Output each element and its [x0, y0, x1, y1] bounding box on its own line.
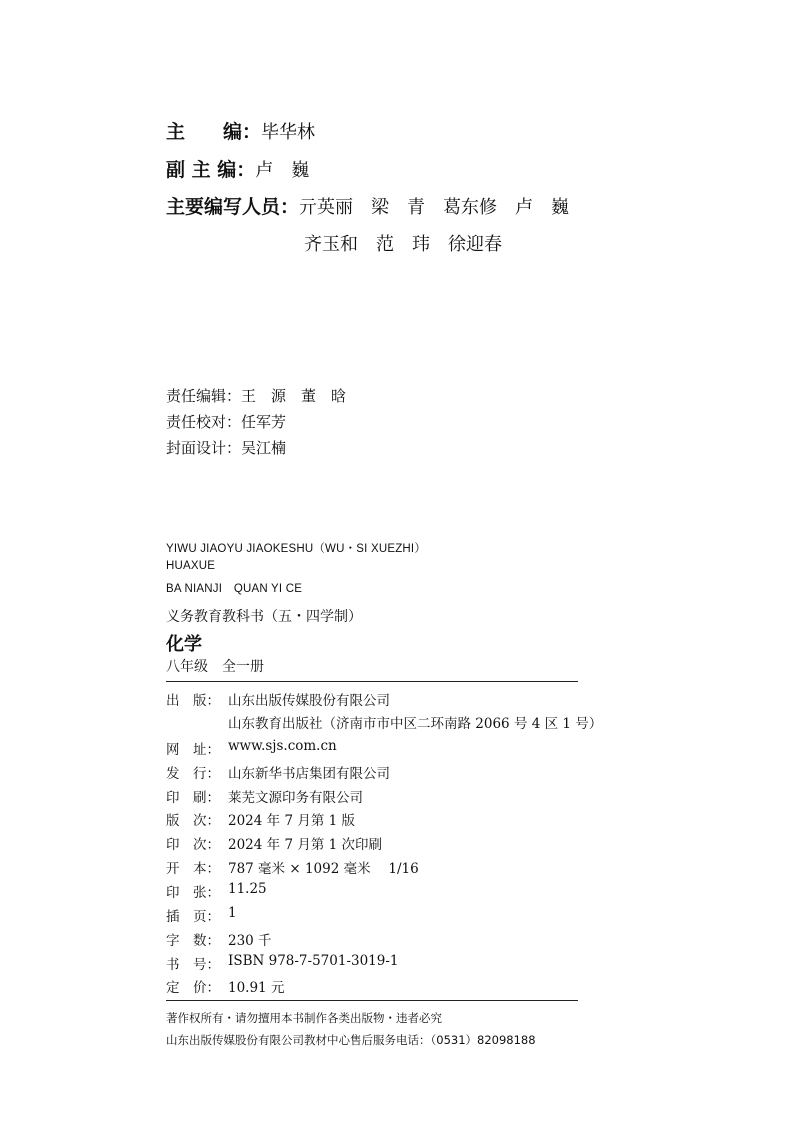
chief-editor-label: 主 编： — [166, 121, 262, 143]
info-key: 版 次： — [166, 813, 220, 829]
info-key: 网 址： — [166, 742, 220, 758]
info-key: 插 页： — [166, 909, 220, 925]
responsible-editing: 责任编辑：王 源 董 晗 — [166, 387, 347, 405]
info-row — [166, 689, 390, 709]
divider-bottom — [166, 1000, 578, 1001]
info-row — [166, 953, 399, 973]
info-key: 印 张： — [166, 885, 220, 901]
writers-row — [166, 192, 569, 219]
info-row — [166, 857, 419, 877]
info-value: 莱芜文源印务有限公司 — [228, 790, 363, 806]
info-key: 字 数： — [166, 933, 220, 949]
subject-title: 化学 — [166, 634, 202, 655]
info-value: 1 — [228, 905, 237, 921]
info-row — [166, 762, 390, 782]
series-title: 义务教育教科书（五・四学制） — [166, 609, 362, 625]
pinyin-subject: HUAXUE — [166, 560, 216, 572]
deputy-editor-row — [166, 155, 309, 182]
info-value: 787 毫米 × 1092 毫米 1/16 — [228, 861, 419, 877]
info-row — [166, 833, 382, 853]
chief-editor-names: 毕华林 — [261, 122, 316, 143]
grade-volume: 八年级 全一册 — [166, 659, 264, 675]
deputy-editor-names: 卢 巍 — [255, 160, 310, 181]
info-row — [166, 929, 272, 949]
info-row — [166, 905, 237, 925]
info-key: 定 价： — [166, 980, 220, 996]
divider-top — [166, 681, 578, 682]
chief-editor-row — [166, 117, 315, 144]
pinyin-grade: BA NIANJI QUAN YI CE — [166, 583, 303, 595]
info-key: 发 行： — [166, 766, 220, 782]
pinyin-series: YIWU JIAOYU JIAOKESHU（WU・SI XUEZHI） — [166, 543, 427, 555]
info-key: 印 次： — [166, 837, 220, 853]
service-phone: 山东出版传媒股份有限公司教材中心售后服务电话：（0531）82098188 — [166, 1033, 536, 1047]
info-row — [166, 786, 363, 806]
writers-names-line2: 齐玉和 范 玮 徐迎春 — [304, 234, 502, 255]
info-value: 山东出版传媒股份有限公司 — [228, 693, 390, 709]
info-key: 出 版： — [166, 693, 220, 709]
info-row — [166, 881, 267, 901]
info-row — [166, 712, 602, 732]
responsible-proofing: 责任校对：任军芳 — [166, 413, 287, 431]
info-key: 印 刷： — [166, 790, 220, 806]
info-value: 山东教育出版社（济南市市中区二环南路 2066 号 4 区 1 号） — [228, 716, 603, 732]
cover-design: 封面设计：吴江楠 — [166, 439, 287, 457]
info-value: www.sjs.com.cn — [228, 738, 337, 754]
writers-label: 主要编写人员： — [166, 196, 300, 218]
info-row — [166, 809, 355, 829]
info-value: 10.91 元 — [228, 980, 285, 996]
info-value: 230 千 — [228, 933, 272, 949]
info-key: 书 号： — [166, 957, 220, 973]
deputy-editor-label: 副 主 编： — [166, 159, 256, 181]
info-row — [166, 738, 337, 758]
info-value: 11.25 — [228, 881, 267, 897]
info-value: 2024 年 7 月第 1 次印刷 — [228, 837, 382, 853]
info-key — [166, 712, 228, 732]
copyright-notice: 著作权所有・请勿擅用本书制作各类出版物・违者必究 — [166, 1011, 442, 1025]
info-value: 2024 年 7 月第 1 版 — [228, 813, 355, 829]
writers-names-line1: 亓英丽 梁 青 葛东修 卢 巍 — [299, 197, 570, 218]
info-row — [166, 976, 284, 996]
info-value: ISBN 978-7-5701-3019-1 — [228, 953, 399, 969]
info-key: 开 本： — [166, 861, 220, 877]
info-value: 山东新华书店集团有限公司 — [228, 766, 390, 782]
